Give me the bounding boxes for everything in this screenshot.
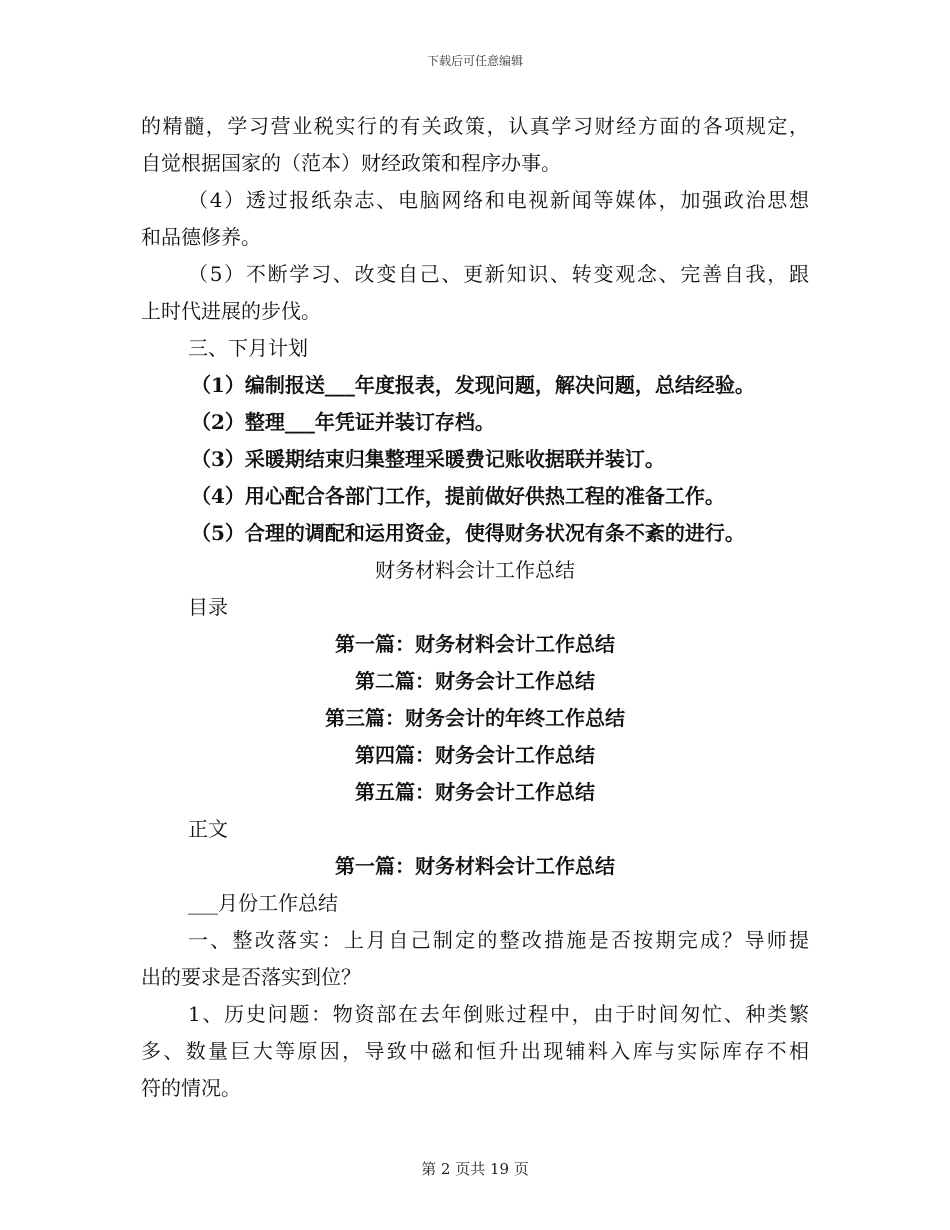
plan-item: （3）采暖期结束归集整理采暖费记账收据联并装订。 — [191, 447, 665, 471]
paragraph-line: 的精髓，学习营业税实行的有关政策，认真学习财经方面的各项规定， — [141, 114, 809, 138]
body-heading: 正文 — [188, 817, 228, 841]
toc-item: 第五篇：财务会计工作总结 — [355, 780, 595, 804]
page-footer: 第 2 页共 19 页 — [421, 1160, 529, 1178]
plan-item: （4）用心配合各部门工作，提前做好供热工程的准备工作。 — [191, 484, 725, 508]
plan-item: （2）整理___年凭证并装订存档。 — [191, 410, 495, 434]
toc-item: 第四篇：财务会计工作总结 — [355, 743, 595, 767]
plan-item: （1）编制报送___年度报表，发现问题，解决问题，总结经验。 — [191, 373, 755, 397]
paragraph-line: 出的要求是否落实到位？ — [141, 965, 361, 989]
document-body — [141, 108, 809, 1107]
paragraph-line: 上时代进展的步伐。 — [141, 299, 321, 323]
paragraph-line: 多、数量巨大等原因，导致中磁和恒升出现辅料入库与实际库存不相 — [141, 1039, 809, 1063]
toc-heading: 目录 — [188, 595, 228, 619]
toc-item: 第三篇：财务会计的年终工作总结 — [325, 706, 625, 730]
section-heading: 三、下月计划 — [188, 336, 308, 360]
toc-item: 第二篇：财务会计工作总结 — [355, 669, 595, 693]
paragraph-line: 和品德修养。 — [141, 225, 261, 249]
chapter-title: 第一篇：财务材料会计工作总结 — [335, 854, 615, 878]
paragraph-line: （4）透过报纸杂志、电脑网络和电视新闻等媒体，加强政治思想 — [188, 188, 809, 212]
document-title: 财务材料会计工作总结 — [375, 558, 575, 582]
toc-item: 第一篇：财务材料会计工作总结 — [335, 632, 615, 656]
paragraph-line: 一、整改落实：上月自己制定的整改措施是否按期完成？导师提 — [188, 928, 809, 952]
plan-item: （5）合理的调配和运用资金，使得财务状况有条不紊的进行。 — [191, 521, 745, 545]
paragraph-line: 符的情况。 — [141, 1076, 241, 1100]
paragraph-line: 1、历史问题：物资部在去年倒账过程中，由于时间匆忙、种类繁 — [188, 1002, 809, 1026]
paragraph-line: 自觉根据国家的（范本）财经政策和程序办事。 — [141, 151, 561, 175]
page-header: 下载后可任意编辑 — [426, 54, 523, 68]
subheading: ___月份工作总结 — [188, 891, 338, 915]
paragraph-line: （5）不断学习、改变自己、更新知识、转变观念、完善自我，跟 — [188, 262, 809, 286]
